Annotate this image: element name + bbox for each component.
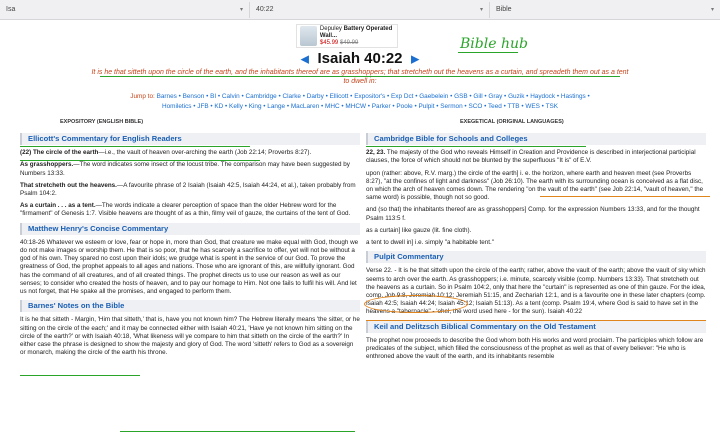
jump-links-line-1[interactable]: Barnes • Benson • BI • Calvin • Cambridge • Clarke • Darby • Ellicott • Expositor's • Exp Dct • Gaebelein • GSB • Gill • Gray • Guzik • Haydock • Hastings • bbox=[156, 93, 590, 100]
ad-title: Battery Operated Wall... bbox=[319, 26, 393, 39]
annotation-underline bbox=[20, 375, 140, 376]
commentary-paragraph: That stretcheth out the heavens.—A favourite phrase of 2 Isaiah (Isaiah 42:5, Isaiah 44:24, et al.), taken probably from Psalm 104:2. bbox=[20, 181, 356, 198]
annotation-underline bbox=[20, 146, 250, 147]
next-verse-arrow-icon[interactable]: ▶ bbox=[410, 53, 420, 66]
chapter-verse-select[interactable] bbox=[250, 2, 490, 18]
chevron-down-icon: ▾ bbox=[710, 7, 714, 13]
expository-column-header: EXPOSITORY (ENGLISH BIBLE) bbox=[60, 119, 144, 125]
book-select[interactable] bbox=[0, 2, 250, 18]
jump-links-line-2[interactable]: Homiletics • JFB • KD • Kelly • King • Lange • MacLaren • MHC • MHCW • Parker • Poole • Pulpit • Sermon • SCO • Teed • TTB • WES • TSK bbox=[161, 102, 559, 110]
barnes-section-title[interactable]: Barnes' Notes on the Bible bbox=[20, 300, 360, 312]
annotation-underline bbox=[100, 76, 620, 77]
chevron-down-icon: ▾ bbox=[239, 7, 243, 13]
advertisement[interactable] bbox=[296, 24, 398, 48]
jump-to-label: Jump to: bbox=[130, 93, 155, 100]
commentary-paragraph: 22, 23. The majesty of the God who reveals Himself in Creation and Providence is described in interjectional participial clauses, the force of which should not be blunted by the superfluous "It is" of E.V. bbox=[366, 149, 696, 165]
commentary-paragraph: It is he that sitteth - Margin, 'Him that sitteth,' that is, have you not known him? The Hebrew literally means 'the sitter, or he sitting on the circle of the each;' and it may be connected either with Isaiah 40:21, 'Have ye not known him sitting on the circle of the earth?' or with Isaiah 40:18, 'What likeness will ye compare to him that sitteth on the circle of the earth?' In either case the phrase is designed to show the majesty and glory of God. The word 'sitteth' refers to God as a sovereign or monarch, making the circle of the earth his throne. bbox=[20, 316, 360, 357]
ad-old-price: $49.99 bbox=[339, 40, 359, 46]
handwritten-annotation: Bible hub bbox=[460, 36, 528, 52]
ellicott-section-title[interactable]: Ellicott's Commentary for English Readers bbox=[20, 133, 360, 145]
annotation-underline bbox=[120, 431, 355, 432]
version-select-value: Bible bbox=[496, 6, 512, 13]
commentary-paragraph: upon (rather: above, R.V. marg.) the circle of the earth] i. e. the horizon, where earth and heaven meet (see Proverbs 8:27), "at the confines of light and darkness" (Job 26:10). The earth with its surrounding ocean is conceived as a flat disc, on which the arch of heaven comes down. The rendering "on the vault of the earth" (see Job 22:14, "vault of heaven," the same word) is possible, though not so good. bbox=[366, 169, 704, 202]
commentary-paragraph: 40:18-26 Whatever we esteem or love, fear or hope in, more than God, that creature we make equal with God, though we do not make images or worship them. He that is so poor, that he has scarcely a sacrifice to offer, yet will not be without a god of his own. They spared no cost upon their idols; we grudge what is spent in the service of our God. To prove the greatness of God, the prophet appeals to all ages and nations. Those who are ignorant of this, are willfully ignorant. God has the command of all creatures, and of all created things. The prophet directs us to use our reason as well as our senses; to consider who created the hosts of heaven, and to pay our homage to Him. Not one fails to fulfil his will. And let us not forget, that He spake all the promises, and engaged to perform them. bbox=[20, 238, 359, 296]
annotation-underline bbox=[20, 160, 260, 161]
jump-to-links bbox=[80, 92, 640, 111]
annotation-underline bbox=[366, 146, 586, 147]
top-navigation-bar bbox=[0, 0, 720, 20]
chevron-down-icon: ▾ bbox=[479, 7, 483, 13]
ad-product-image bbox=[300, 26, 317, 46]
commentary-paragraph: Verse 22. - It is he that sitteth upon the circle of the earth; rather, above the vault of the earth; above the vault of sky which seems to arch over the earth. As grasshoppers; i.e. minute, scarcely visible (comp. Numbers 13:33). That stretcheth out the heavens as a curtain. So in Psalm 104:2, only that here the "curtain" is represented as one of thin gauze. For the idea, comp. Job 9:8, Jeremiah 10:12; Jeremiah 51:15, and Zechariah 12:1, and is a favourite one in these later chapters (comp. Isaiah 42:5; Isaiah 44:24; Isaiah 45:12; Isaiah 51:13). As a tent (comp. Psalm 19:4, where God is said to have set in the heavens a "tabernacle" - 'ohel, the word used here - for the sun). Isaiah 40:22 bbox=[366, 267, 706, 316]
ad-price: $45.99 bbox=[319, 40, 339, 46]
keil-delitzsch-section-title[interactable]: Keil and Delitzsch Biblical Commentary on the Old Testament bbox=[366, 321, 706, 333]
commentary-paragraph: and (so that) the inhabitants thereof are as grasshoppers] Comp. for the expression Numbers 13:33, and for the thought Psalm 113:5 f. bbox=[366, 206, 700, 222]
pulpit-section-title[interactable]: Pulpit Commentary bbox=[366, 251, 706, 263]
matthew-henry-section-title[interactable]: Matthew Henry's Concise Commentary bbox=[20, 223, 360, 235]
version-select[interactable] bbox=[490, 2, 720, 18]
commentary-paragraph: As grasshoppers.—The word indicates some insect of the locust tribe. The comparison may have been suggested by Numbers 13:33. bbox=[20, 161, 350, 177]
previous-verse-arrow-icon[interactable]: ◀ bbox=[300, 53, 310, 66]
chapter-verse-value: 40:22 bbox=[256, 6, 274, 13]
commentary-paragraph: a tent to dwell in] i.e. simply "a habitable tent." bbox=[366, 239, 495, 247]
cambridge-section-title[interactable]: Cambridge Bible for Schools and Colleges bbox=[366, 133, 706, 145]
book-select-value: Isa bbox=[6, 6, 16, 13]
verse-text: It is he that sitteth upon the circle of the earth, and the inhabitants thereof are as grasshoppers; that stretcheth out the heavens as a curtain, and spreadeth them out as a tent to dwell in: bbox=[91, 69, 629, 85]
commentary-paragraph: as a curtain] like gauze (lit. fine cloth). bbox=[366, 226, 472, 234]
commentary-paragraph: The prophet now proceeds to describe the God whom both His works and word proclaim. The participles which follow are predicates of the subject, which filled the consciousness of the prophet as well as that of every believer: "He who is enthroned above the vault of the earth, and its inhabitants resemble bbox=[366, 336, 704, 361]
expository-column bbox=[20, 131, 360, 361]
commentary-paragraph: As a curtain . . . as a tent.—The words indicate a clearer perception of space than the older Hebrew word for the "firmament" of Genesis 1:7. Visible heavens are thought of as a thin, filmy veil of gauze, the curtains of the tent of God. bbox=[20, 202, 351, 218]
exegetical-column bbox=[366, 131, 706, 365]
annotation-underline bbox=[540, 196, 710, 197]
page-title-row bbox=[0, 50, 720, 68]
commentary-paragraph: (22) The circle of the earth—i.e., the vault of heaven over-arching the earth (Job 22:14; Proverbs 8:27). bbox=[20, 149, 312, 157]
exegetical-column-header: EXEGETICAL (ORIGINAL LANGUAGES) bbox=[460, 119, 564, 125]
annotation-circle bbox=[364, 295, 468, 313]
page-title: Isaiah 40:22 bbox=[317, 50, 403, 67]
ad-brand: Depuley bbox=[319, 26, 342, 32]
annotation-underline bbox=[366, 320, 706, 321]
